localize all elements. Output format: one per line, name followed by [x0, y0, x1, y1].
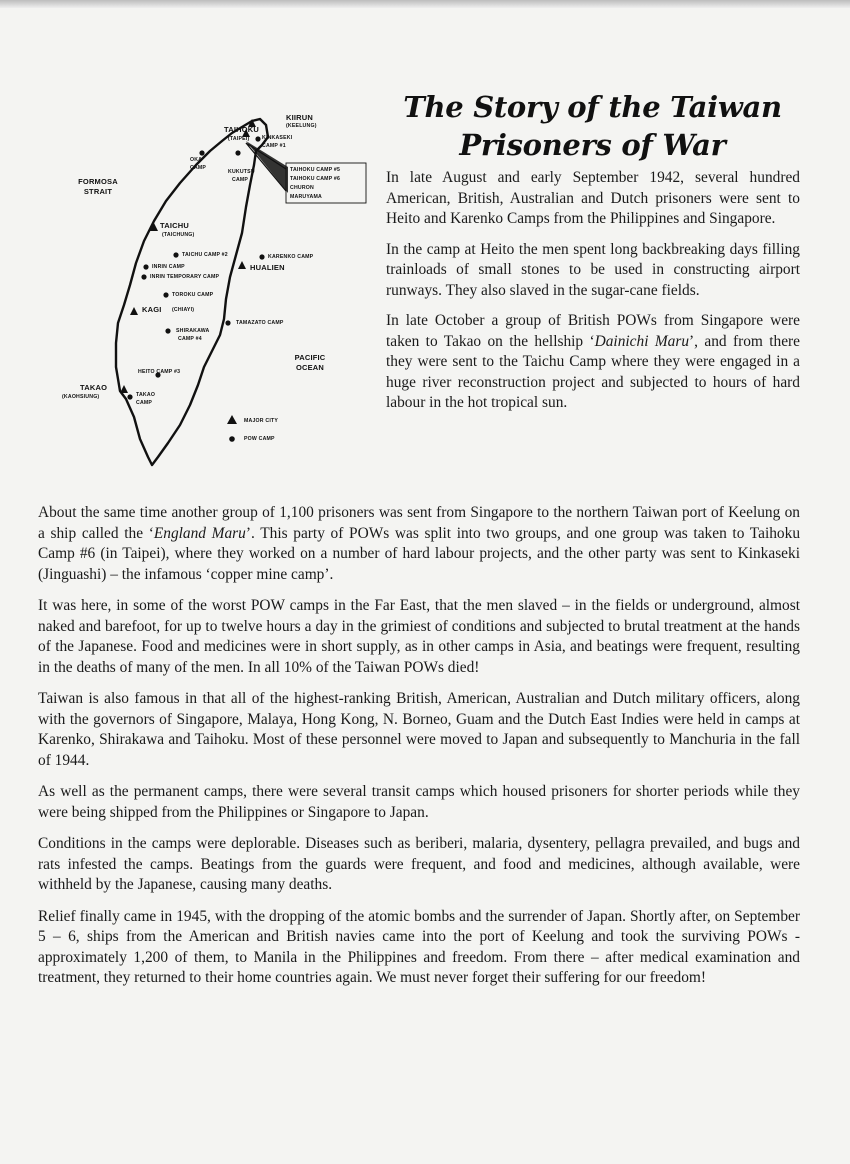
label-churon: CHURON — [290, 185, 314, 191]
triangle-icon — [130, 307, 138, 315]
label-taichung: (TAICHUNG) — [162, 232, 195, 238]
label-kaohsiung: (KAOHSIUNG) — [62, 394, 100, 400]
label-hualien: HUALIEN — [250, 263, 285, 272]
intro-column — [386, 168, 800, 424]
paragraph-5: It was here, in some of the worst POW camps in the Far East, that the men slaved – in the fields or underground, almost naked and barefoot, for up to twelve hours a day in the grimiest of conditions and subjected to brutal treatment at the hands of the Japanese. Food and medicines were in short supply, as in other camps in Asia, and beatings were frequent, resulting in the deaths of many of the men. In all 10% of the Taiwan POWs died! — [38, 597, 800, 676]
label-inrin-temp: INRIN TEMPORARY CAMP — [150, 274, 220, 280]
label-taichu: TAICHU — [160, 221, 189, 230]
triangle-icon — [120, 385, 128, 393]
label-pacific: PACIFIC — [294, 353, 326, 362]
scan-edge — [0, 0, 850, 8]
label-formosa: FORMOSA — [78, 177, 118, 186]
paragraph-1: In late August and early September 1942, several hundred American, British, Australian and Dutch prisoners were sent to Heito and Karenko Camps from the Philippines and Singapore. — [386, 169, 800, 227]
label-kinkaseki: KINKASEKI — [262, 135, 293, 141]
paragraph-4: About the same time another group of 1,100 prisoners was sent from Singapore to the northern Taiwan port of Keelung on a ship called the ‘England Maru’. This party of POWs was split into two groups, and one group was taken to Taihoku Camp #6 (in Taipei), where they worked on a number of hard labour projects, and the other party was sent to Kinkaseki (Jinguashi) – the infamous ‘copper mine camp’. — [38, 504, 801, 583]
label-taihoku: TAIHOKU — [224, 125, 260, 134]
label-ocean: OCEAN — [295, 363, 325, 372]
label-takao: TAKAO — [80, 383, 108, 392]
label-shirakawa-camp4: CAMP #4 — [178, 336, 202, 342]
page-title — [380, 88, 805, 164]
label-keelung: (KEELUNG) — [286, 123, 317, 129]
label-shirakawa: SHIRAKAWA — [176, 328, 210, 334]
ship-name: Dainichi Maru — [594, 332, 690, 350]
label-strait: STRAIT — [83, 187, 113, 196]
title-line-2: Prisoners of War — [459, 128, 726, 162]
legend-city-icon — [227, 415, 237, 424]
paragraph-2: In the camp at Heito the men spent long backbreaking days filling trainloads of small stones to be used in constructing airport runways. They also slaved in the sugar-cane fields. — [386, 240, 800, 299]
paragraph-7: As well as the permanent camps, there were several transit camps which housed prisoners for shorter periods while they were being shipped from the Philippines or Singapore to Japan. — [38, 783, 800, 821]
label-taipei: (TAIPEI) — [228, 136, 250, 142]
legend-camp-icon — [229, 436, 235, 442]
label-taihoku-camp5: TAIHOKU CAMP #5 — [290, 167, 341, 173]
label-takao-camp-2: CAMP — [136, 400, 153, 406]
label-toroku: TOROKU CAMP — [172, 292, 214, 298]
label-taihoku-camp6: TAIHOKU CAMP #6 — [290, 176, 341, 182]
label-takao-camp: TAKAO — [136, 392, 156, 398]
title-line-1: The Story of the Taiwan — [403, 90, 782, 124]
legend-major-city: MAJOR CITY — [244, 418, 278, 424]
taiwan-map — [50, 95, 370, 485]
label-maruyama: MARUYAMA — [290, 194, 322, 200]
legend-pow-camp: POW CAMP — [244, 436, 275, 442]
paragraph-9: Relief finally came in 1945, with the dropping of the atomic bombs and the surrender of Japan. Shortly after, on September 5 – 6, ships from the American and British navies came into the port of Keelung and took the surviving POWs - approximately 1,200 of them, to Manila in the Philippines and freedom. From there – after medical examination and treatment, they returned to their home countries again. We must never forget their suffering for our freedom! — [38, 907, 800, 986]
label-karenko-camp: KARENKO CAMP — [268, 254, 314, 260]
paragraph-6: Taiwan is also famous in that all of the highest-ranking British, American, Australian and Dutch military officers, along with the governors of Singapore, Malaya, Hong Kong, N. Borneo, Guam and the Dutch East Indies were held in camps at Karenko, Shirakawa and Taihoku. Most of these personnel were moved to Japan and subsequently to Manchuria in the fall of 1944. — [38, 690, 800, 769]
label-kukutsu-camp: CAMP — [232, 177, 249, 183]
label-chiayi: (CHIAYI) — [172, 307, 195, 313]
label-oka: OKA — [190, 157, 203, 163]
label-heito: HEITO CAMP #3 — [138, 369, 181, 375]
label-oka-camp: CAMP — [190, 165, 207, 171]
label-kagi: KAGI — [142, 305, 162, 314]
label-inrin-camp: INRIN CAMP — [152, 264, 185, 270]
paragraph-8: Conditions in the camps were deplorable. Diseases such as beriberi, malaria, dysentery, pellagra prevailed, and bugs and rats infested the camps. Beatings from the guards were frequent, and food and medicines, although available, were withheld by the Japanese, causing many deaths. — [38, 835, 800, 893]
label-camp1: CAMP #1 — [262, 143, 286, 149]
main-text — [38, 503, 800, 1000]
ship-name: England Maru — [153, 524, 246, 542]
triangle-icon — [238, 261, 246, 269]
label-kiirun: KIIRUN — [286, 113, 314, 122]
label-taichu-camp2: TAICHU CAMP #2 — [182, 252, 228, 258]
paragraph-3: In late October a group of British POWs from Singapore were taken to Takao on the hellship ‘Dainichi Maru’, and from there they were sent to the Taichu Camp where they were engaged in a huge river reconstruction project and subjected to hours of hard labour in the hot tropical sun. — [386, 312, 800, 411]
label-kukutsu: KUKUTSU — [228, 169, 255, 175]
label-tamazato: TAMAZATO CAMP — [236, 320, 284, 326]
taiwan-outline — [50, 95, 370, 485]
